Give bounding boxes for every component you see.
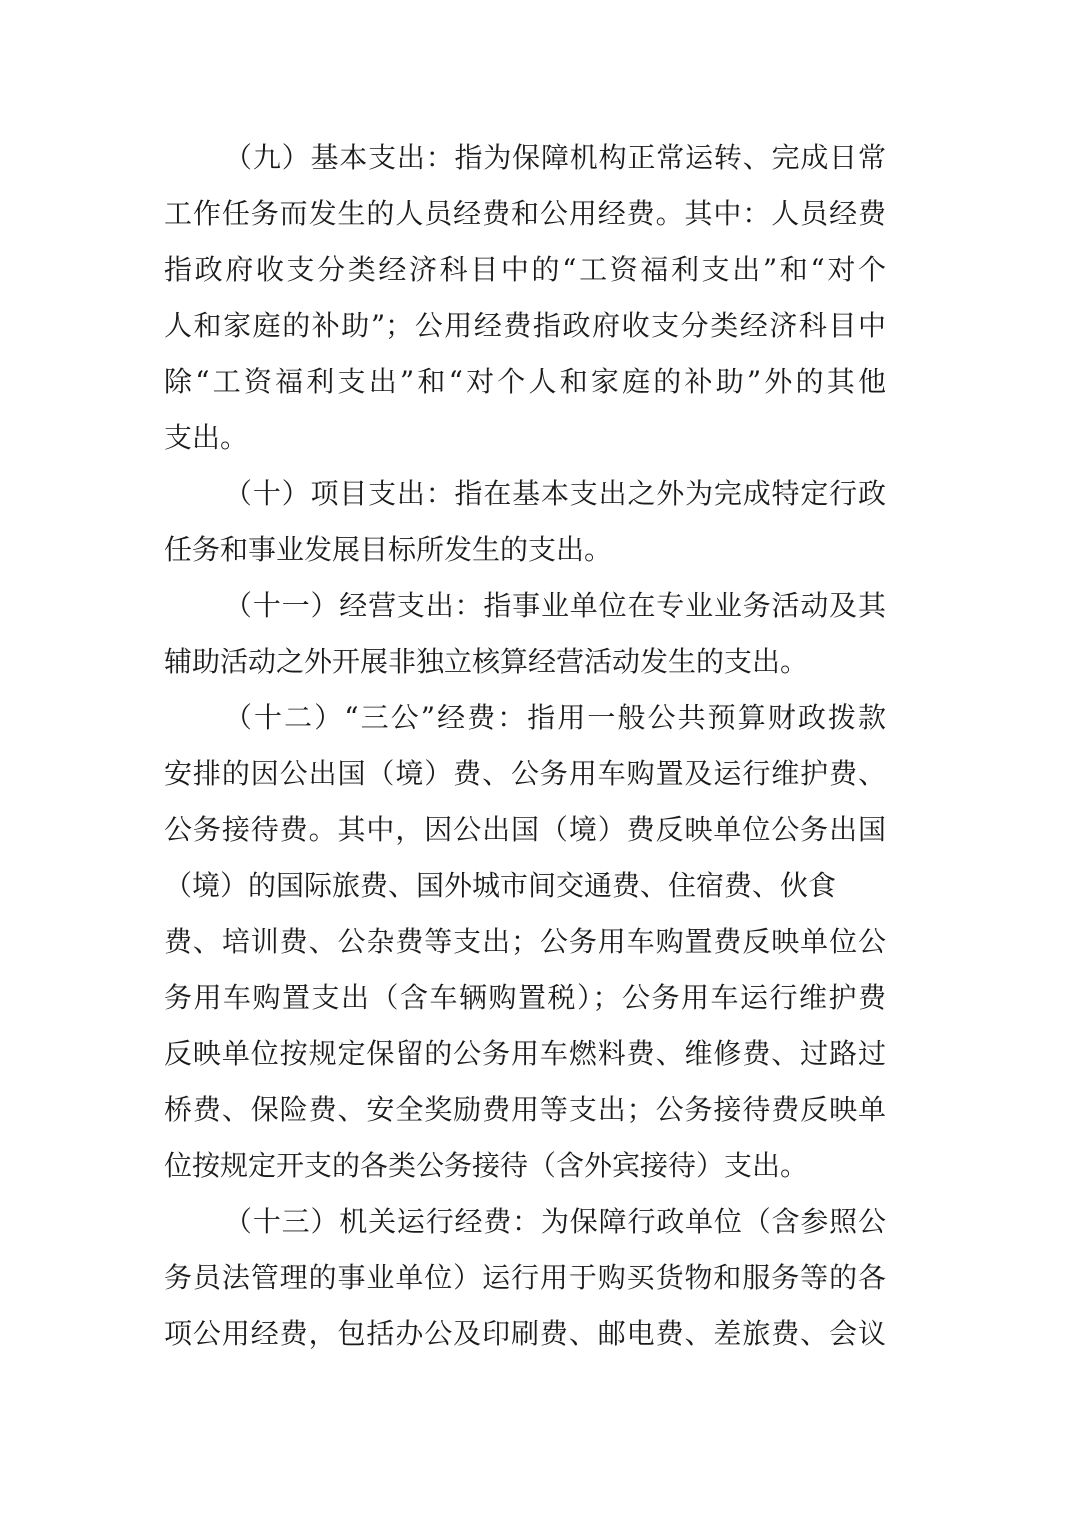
paragraph-11-line-2: 辅助活动之外开展非独立核算经营活动发生的支出。 <box>164 645 809 678</box>
paragraph-12-line-2: 安排的因公出国（境）费、公务用车购置及运行维护费、 <box>164 757 886 790</box>
paragraph-9-line-2: 工作任务而发生的人员经费和公用经费。其中：人员经费 <box>164 197 886 230</box>
paragraph-12-line-8: 桥费、保险费、安全奖励费用等支出；公务接待费反映单 <box>164 1093 886 1126</box>
paragraph-12-line-9: 位按规定开支的各类公务接待（含外宾接待）支出。 <box>164 1149 809 1182</box>
paragraph-9-line-6: 支出。 <box>164 421 249 454</box>
paragraph-9-line-1: （九）基本支出：指为保障机构正常运转、完成日常 <box>224 141 886 174</box>
paragraph-12-line-7: 反映单位按规定保留的公务用车燃料费、维修费、过路过 <box>164 1037 886 1070</box>
paragraph-9-line-3: 指政府收支分类经济科目中的“工资福利支出”和“对个 <box>164 253 886 286</box>
paragraph-9-line-5: 除“工资福利支出”和“对个人和家庭的补助”外的其他 <box>164 365 886 398</box>
paragraph-10-line-1: （十）项目支出：指在基本支出之外为完成特定行政 <box>224 477 886 510</box>
paragraph-13-line-3: 项公用经费，包括办公及印刷费、邮电费、差旅费、会议 <box>164 1317 886 1350</box>
paragraph-13-line-1: （十三）机关运行经费：为保障行政单位（含参照公 <box>224 1205 886 1238</box>
paragraph-12-line-5: 费、培训费、公杂费等支出；公务用车购置费反映单位公 <box>164 925 886 958</box>
paragraph-13-line-2: 务员法管理的事业单位）运行用于购买货物和服务等的各 <box>164 1261 886 1294</box>
paragraph-12-line-6: 务用车购置支出（含车辆购置税）；公务用车运行维护费 <box>164 981 886 1014</box>
paragraph-9-line-4: 人和家庭的补助”；公用经费指政府收支分类经济科目中 <box>164 309 886 342</box>
paragraph-12-line-4: （境）的国际旅费、国外城市间交通费、住宿费、伙食 <box>164 869 837 902</box>
paragraph-12-line-1: （十二）“三公”经费：指用一般公共预算财政拨款 <box>224 701 886 734</box>
paragraph-11-line-1: （十一）经营支出：指事业单位在专业业务活动及其 <box>224 589 886 622</box>
paragraph-12-line-3: 公务接待费。其中，因公出国（境）费反映单位公务出国 <box>164 813 886 846</box>
paragraph-10-line-2: 任务和事业发展目标所发生的支出。 <box>164 533 613 566</box>
